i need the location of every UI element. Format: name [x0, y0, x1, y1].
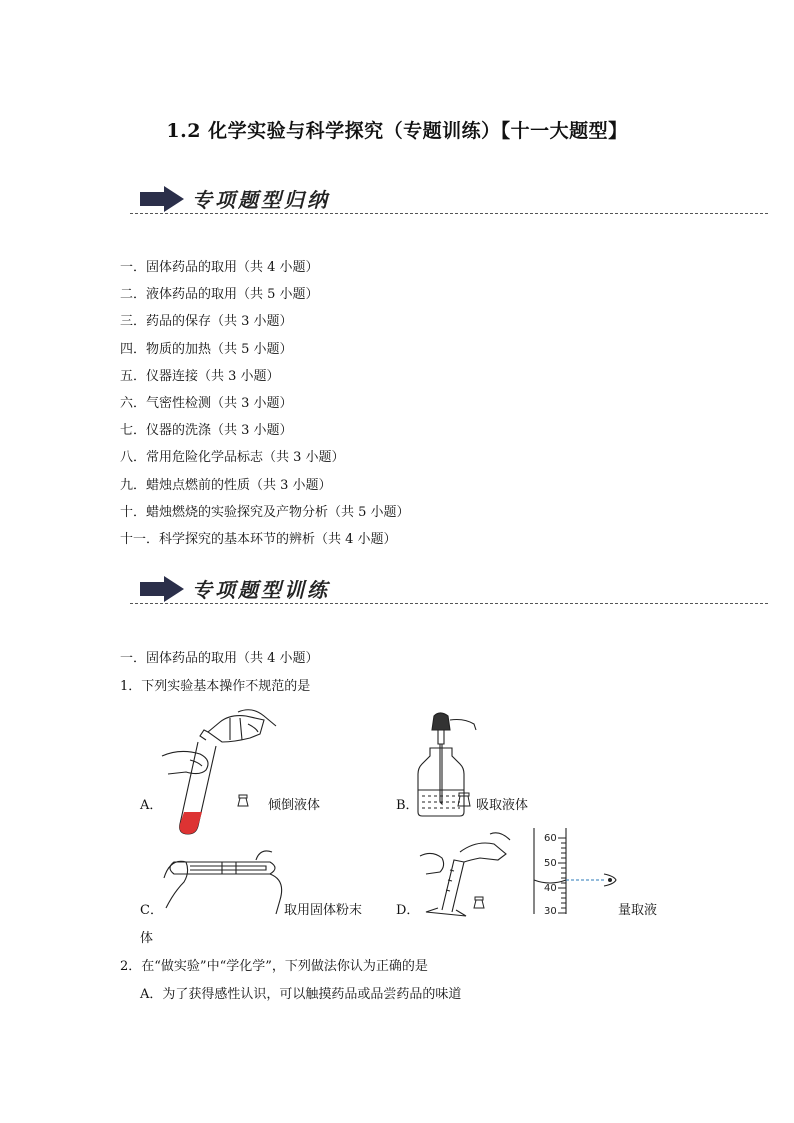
question-2-option-a: A．为了获得感性认识，可以触摸药品或品尝药品的味道	[140, 987, 462, 1002]
toc-item[interactable]: 九．蜡烛点燃前的性质（共 3 小题）	[120, 477, 332, 493]
dashed-divider	[130, 603, 768, 604]
scale-tick-label: 30	[544, 906, 557, 917]
scale-tick-label: 40	[544, 883, 557, 894]
cylinder-scale-diagram	[530, 828, 620, 918]
option-b-caption: 吸取液体	[476, 798, 529, 813]
arrow-icon	[140, 186, 184, 212]
scale-tick-label: 50	[544, 858, 557, 869]
page-title: 1.2 化学实验与科学探究（专题训练）【十一大题型】	[166, 120, 628, 142]
question-1-stem: 1．下列实验基本操作不规范的是	[120, 679, 311, 694]
option-c-letter: C．	[140, 903, 163, 918]
bottle-stopper-icon	[236, 794, 250, 808]
option-a-letter: A．	[140, 798, 163, 813]
section-banner-training	[140, 572, 768, 606]
banner-title: 专项题型训练	[192, 578, 330, 602]
option-c-caption: 取用固体粉末	[284, 903, 363, 918]
option-c-caption-wrap: 体	[140, 931, 154, 946]
question-2-stem: 2．在“做实验”中“学化学”，下列做法你认为正确的是	[120, 959, 428, 974]
bottle-stopper-icon	[456, 792, 472, 808]
powder-spatula-illustration	[160, 848, 290, 918]
banner-title: 专项题型归纳	[192, 188, 330, 212]
toc-item[interactable]: 五．仪器连接（共 3 小题）	[120, 368, 280, 384]
toc-item[interactable]: 八．常用危险化学品标志（共 3 小题）	[120, 450, 345, 466]
option-d-letter: D．	[396, 903, 420, 918]
topic-list	[120, 258, 410, 557]
toc-item[interactable]: 十一．科学探究的基本环节的辨析（共 4 小题）	[120, 531, 397, 547]
toc-item[interactable]: 六．气密性检测（共 3 小题）	[120, 395, 293, 411]
toc-item[interactable]: 十．蜡烛燃烧的实验探究及产物分析（共 5 小题）	[120, 504, 410, 520]
toc-item[interactable]: 四．物质的加热（共 5 小题）	[120, 341, 293, 357]
option-d-caption: 量取液	[618, 903, 658, 918]
dashed-divider	[130, 213, 768, 214]
toc-item[interactable]: 二．液体药品的取用（共 5 小题）	[120, 287, 319, 303]
arrow-icon	[140, 576, 184, 602]
scale-tick-label: 60	[544, 833, 557, 844]
graduated-cylinder-illustration	[420, 830, 520, 920]
toc-item[interactable]: 一．固体药品的取用（共 4 小题）	[120, 260, 319, 275]
bottle-stopper-icon	[472, 896, 486, 910]
option-a-caption: 倾倒液体	[268, 798, 321, 813]
option-b-letter: B．	[396, 798, 419, 813]
pouring-liquid-illustration	[160, 712, 280, 837]
toc-item[interactable]: 三．药品的保存（共 3 小题）	[120, 314, 293, 330]
section-banner-summary	[140, 182, 768, 216]
section-heading: 一．固体药品的取用（共 4 小题）	[120, 651, 319, 666]
toc-item[interactable]: 七．仪器的洗涤（共 3 小题）	[120, 423, 293, 439]
